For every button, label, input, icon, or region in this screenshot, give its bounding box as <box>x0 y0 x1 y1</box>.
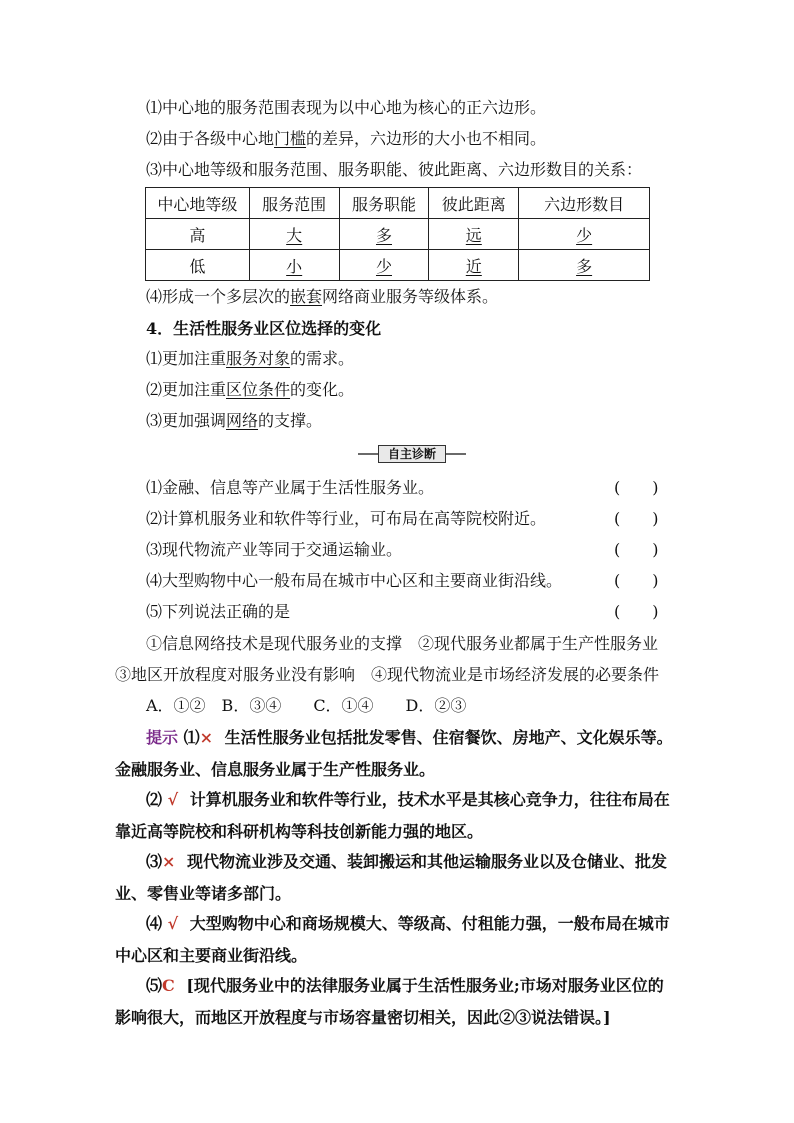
wrong-mark-icon: × <box>199 728 214 747</box>
intro-point-4 <box>146 286 498 308</box>
hint-3-number: ⑶ <box>146 852 163 871</box>
hint-1 <box>146 727 673 749</box>
table-cell-answer: 多 <box>375 225 392 245</box>
hint-3-text: 现代物流业涉及交通、装卸搬运和其他运输服务业以及仓储业、批发 <box>187 852 668 871</box>
hint-5 <box>146 975 664 997</box>
intro-point-4-text-b: 网络商业服务等级体系。 <box>322 287 499 306</box>
table-cell <box>339 250 429 281</box>
table-header-cell: 服务职能 <box>339 188 429 219</box>
hint-4-number: ⑷ <box>146 914 163 933</box>
intro-point-2-text-a: ⑵由于各级中心地 <box>146 129 275 148</box>
question-5-choices: A．①② B．③④ C．①④ D．②③ <box>146 696 467 715</box>
section-4-item-1 <box>146 348 354 370</box>
section-4-item-1-text-a: ⑴更加注重 <box>146 349 227 368</box>
answer-blank-4: ( ) <box>614 571 659 590</box>
intro-point-2-underlined: 门槛 <box>274 129 307 148</box>
hint-1-continued: 金融服务业、信息服务业属于生产性服务业。 <box>115 760 436 779</box>
table-cell-answer: 近 <box>465 256 482 276</box>
hint-5-continued: 影响很大，而地区开放程度与市场容量密切相关，因此②③说法错误。] <box>115 1008 611 1027</box>
hint-4-text: 大型购物中心和商场规模大、等级高、付租能力强，一般布局在城市 <box>189 914 670 933</box>
hint-label: 提示 <box>146 728 179 747</box>
table-cell <box>429 250 519 281</box>
question-3: ⑶现代物流产业等同于交通运输业。 <box>146 540 403 559</box>
section-4-item-2 <box>146 379 354 401</box>
intro-point-4-text-a: ⑷形成一个多层次的 <box>146 287 291 306</box>
section-4-title: 4．生活性服务业区位选择的变化 <box>146 319 382 338</box>
answer-blank-5: ( ) <box>614 602 659 621</box>
table-row <box>146 219 650 250</box>
self-diagnosis-heading <box>358 445 466 463</box>
table-cell <box>429 219 519 250</box>
section-4-item-3 <box>146 410 322 432</box>
wrong-mark-icon: × <box>162 852 176 871</box>
question-5-options-line-2: ③地区开放程度对服务业没有影响 ④现代物流业是市场经济发展的必要条件 <box>115 665 660 684</box>
self-diagnosis-badge: 自主诊断 <box>378 445 446 463</box>
intro-point-4-underlined: 嵌套 <box>290 287 323 306</box>
question-1: ⑴金融、信息等产业属于生活性服务业。 <box>146 478 435 497</box>
intro-point-2-text-b: 的差异，六边形的大小也不相同。 <box>306 129 547 148</box>
question-5: ⑸下列说法正确的是 <box>146 602 291 621</box>
hint-5-text: [现代服务业中的法律服务业属于生活性服务业;市场对服务业区位的 <box>186 976 664 995</box>
section-4-item-2-underlined: 区位条件 <box>226 380 291 399</box>
answer-letter: C <box>162 976 175 995</box>
section-4-item-3-text-b: 的支撑。 <box>258 411 323 430</box>
table-cell <box>249 250 339 281</box>
question-4: ⑷大型购物中心一般布局在城市中心区和主要商业街沿线。 <box>146 571 563 590</box>
hint-5-number: ⑸ <box>146 976 163 995</box>
table-header-row <box>146 188 650 219</box>
answer-blank-1: ( ) <box>614 478 659 497</box>
hint-3 <box>146 851 667 873</box>
check-mark-icon: √ <box>167 914 179 933</box>
table-cell-answer: 小 <box>286 256 303 276</box>
intro-point-2 <box>146 128 546 150</box>
table-row <box>146 250 650 281</box>
table-cell <box>519 250 650 281</box>
central-place-table <box>145 187 650 281</box>
section-4-item-2-text-b: 的变化。 <box>290 380 355 399</box>
table-cell <box>519 219 650 250</box>
hint-4-continued: 中心区和主要商业街沿线。 <box>115 946 308 965</box>
table-cell: 低 <box>146 250 250 281</box>
table-cell-answer: 大 <box>286 225 303 245</box>
table-header-cell: 六边形数目 <box>519 188 650 219</box>
check-mark-icon: √ <box>167 790 179 809</box>
hint-2-continued: 靠近高等院校和科研机构等科技创新能力强的地区。 <box>115 822 484 841</box>
hint-2-text: 计算机服务业和软件等行业，技术水平是其核心竞争力，往往布局在 <box>189 790 670 809</box>
table-cell <box>339 219 429 250</box>
table-cell <box>249 219 339 250</box>
section-4-item-1-text-b: 的需求。 <box>290 349 355 368</box>
table-cell: 高 <box>146 219 250 250</box>
hint-2 <box>146 789 670 811</box>
hint-4 <box>146 913 670 935</box>
hint-1-number: ⑴ <box>183 728 200 747</box>
intro-point-3: ⑶中心地等级和服务范围、服务职能、彼此距离、六边形数目的关系： <box>146 160 643 179</box>
section-4-item-2-text-a: ⑵更加注重 <box>146 380 227 399</box>
answer-blank-2: ( ) <box>614 509 659 528</box>
hint-2-number: ⑵ <box>146 790 163 809</box>
section-4-item-3-text-a: ⑶更加强调 <box>146 411 227 430</box>
answer-blank-3: ( ) <box>614 540 659 559</box>
section-4-item-1-underlined: 服务对象 <box>226 349 291 368</box>
intro-point-1: ⑴中心地的服务范围表现为以中心地为核心的正六边形。 <box>146 98 547 117</box>
table-cell-answer: 多 <box>576 256 593 276</box>
hint-1-text: 生活性服务业包括批发零售、住宿餐饮、房地产、文化娱乐等。 <box>224 728 673 747</box>
question-5-options-line-1: ①信息网络技术是现代服务业的支撑 ②现代服务业都属于生产性服务业 <box>146 634 659 653</box>
table-header-cell: 服务范围 <box>249 188 339 219</box>
table-cell-answer: 少 <box>576 225 593 245</box>
question-2: ⑵计算机服务业和软件等行业，可布局在高等院校附近。 <box>146 509 547 528</box>
table-header-cell: 中心地等级 <box>146 188 250 219</box>
table-header-cell: 彼此距离 <box>429 188 519 219</box>
hint-3-continued: 业、零售业等诸多部门。 <box>115 884 292 903</box>
section-4-item-3-underlined: 网络 <box>226 411 259 430</box>
table-cell-answer: 少 <box>375 256 392 276</box>
table-cell-answer: 远 <box>465 225 482 245</box>
